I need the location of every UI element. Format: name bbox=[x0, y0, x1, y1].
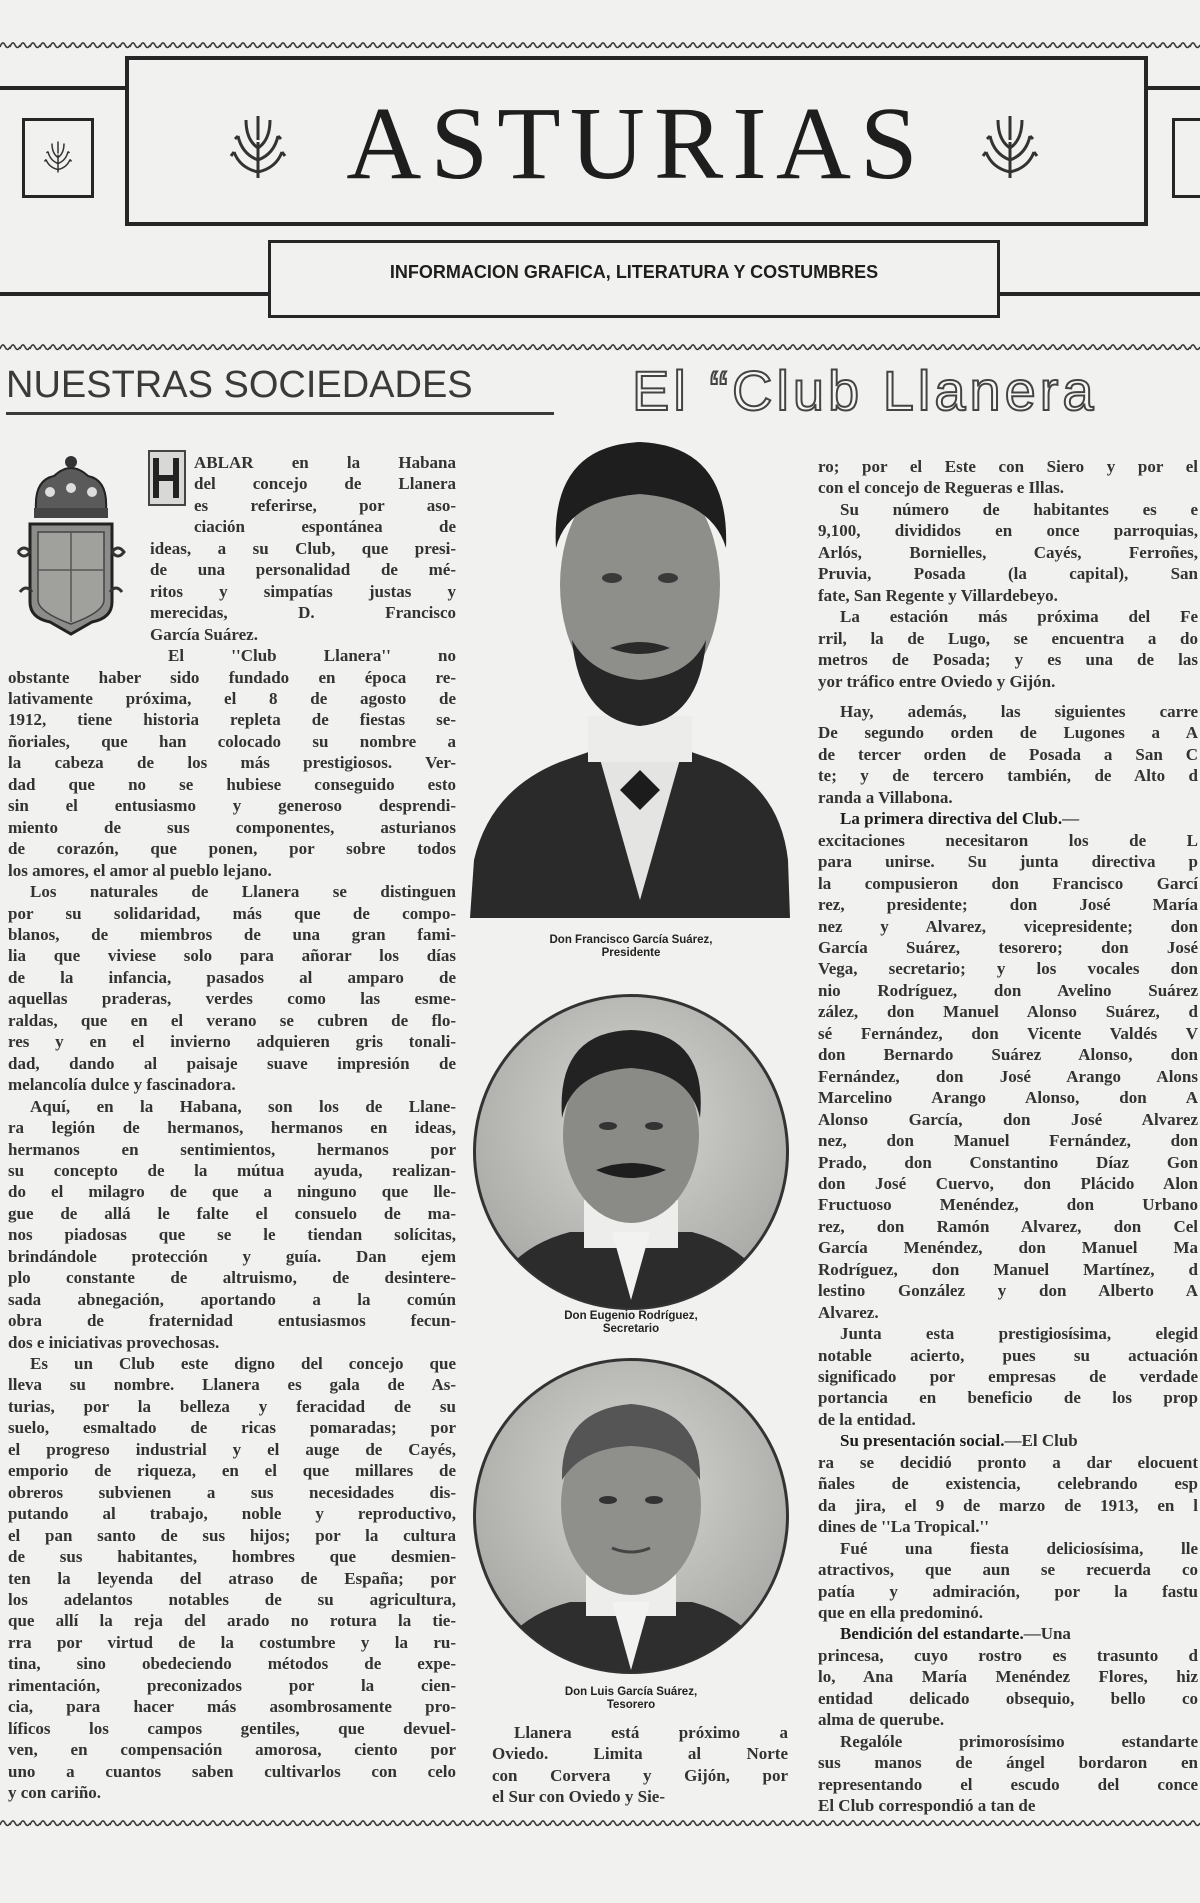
text-line bbox=[818, 1387, 1198, 1408]
line-text: García Menéndez, don Manuel Ma bbox=[818, 1238, 1198, 1258]
line-text: excitaciones necesitaron los de L bbox=[818, 830, 1198, 850]
line-text: dos e iniciativas provechosas. bbox=[8, 1332, 220, 1352]
section-label: NUESTRAS SOCIEDADES bbox=[6, 364, 473, 406]
text-line bbox=[492, 1743, 788, 1764]
text-line bbox=[818, 1666, 1198, 1687]
text-line bbox=[818, 830, 1198, 851]
line-text: lia que viviese solo para añorar los días bbox=[8, 946, 456, 966]
text-line bbox=[818, 1109, 1198, 1130]
text-line bbox=[818, 1774, 1198, 1795]
text-line bbox=[818, 744, 1198, 765]
text-line bbox=[818, 1623, 1198, 1644]
text-line bbox=[818, 1430, 1198, 1451]
text-line bbox=[818, 1237, 1198, 1258]
paragraph-lead: La primera directiva del Club. bbox=[840, 809, 1063, 829]
text-line bbox=[818, 1731, 1198, 1752]
line-text: de la infancia, pasados al amparo de bbox=[8, 967, 456, 987]
portrait-caption-president bbox=[471, 934, 791, 960]
text-line bbox=[818, 1345, 1198, 1366]
line-text: por su solidaridad, más que de compo- bbox=[8, 903, 456, 923]
text-line bbox=[492, 1722, 788, 1743]
line-text: dines de ''La Tropical.'' bbox=[818, 1517, 989, 1537]
text-line bbox=[818, 722, 1198, 743]
text-line bbox=[818, 456, 1198, 477]
text-line bbox=[818, 980, 1198, 1001]
paragraph-lead: Bendición del estandarte. bbox=[840, 1624, 1024, 1644]
paragraph bbox=[818, 1323, 1198, 1430]
line-text: con el concejo de Regueras e Illas. bbox=[818, 478, 1064, 498]
line-text: rril, la de Lugo, se encuentra a do bbox=[818, 628, 1198, 648]
text-line bbox=[818, 1516, 1198, 1537]
line-text: Regalóle primorosísimo estandarte bbox=[840, 1731, 1198, 1751]
text-line bbox=[818, 1044, 1198, 1065]
line-text: de corazón, que ponen, por sobre todos bbox=[8, 839, 456, 859]
text-line bbox=[818, 671, 1198, 692]
line-text: Aquí, en la Habana, son los de Llane- bbox=[30, 1096, 456, 1116]
line-text: La estación más próxima del Fe bbox=[840, 607, 1198, 627]
line-text: de la entidad. bbox=[818, 1409, 916, 1429]
text-line bbox=[818, 1795, 1198, 1816]
line-text: el pan santo de sus hijos; por la cultura bbox=[8, 1525, 456, 1545]
line-text: Pruvia, Posada (la capital), San bbox=[818, 564, 1198, 584]
line-text: Es un Club este digno del concejo que bbox=[30, 1354, 456, 1374]
line-text: que allí la reja del arado no rotura la tie- bbox=[8, 1611, 456, 1631]
line-text: merecidas, D. Francisco bbox=[150, 603, 456, 623]
line-text: Alvarez. bbox=[818, 1302, 879, 1322]
text-line bbox=[818, 1538, 1198, 1559]
line-text: ro; por el Este con Siero y por el bbox=[818, 457, 1198, 476]
line-text: sus manos de ángel bordaron en bbox=[818, 1753, 1198, 1773]
line-text: ciación espontánea de bbox=[194, 517, 456, 537]
caption-role: Secretario bbox=[602, 1323, 660, 1335]
line-text: Marcelino Arango Alonso, don A bbox=[818, 1088, 1198, 1108]
text-line bbox=[818, 1302, 1198, 1323]
line-text: turias, por la belleza y feracidad de su bbox=[8, 1396, 456, 1416]
line-text: ra legión de hermanos, hermanos en ideas, bbox=[8, 1118, 456, 1138]
line-text: ABLAR en la Habana bbox=[194, 453, 456, 472]
line-text: ven, en compensación amorosa, ciento por bbox=[8, 1740, 456, 1760]
text-line bbox=[818, 1409, 1198, 1430]
line-text: ñoriales, que han colocado su nombre a bbox=[8, 731, 456, 751]
line-text: melancolía dulce y fascinadora. bbox=[8, 1075, 236, 1095]
line-text: sin el entusiasmo y generoso desprendi- bbox=[8, 796, 456, 816]
line-text: rimentación, preconizados por la cien- bbox=[8, 1675, 456, 1695]
line-text: yor tráfico entre Oviedo y Gijón. bbox=[818, 671, 1056, 691]
line-text: putando al trabajo, noble y reproductivo, bbox=[8, 1504, 456, 1524]
line-text: dad, dando al paisaje suave impresión de bbox=[8, 1053, 456, 1073]
line-text: 9,100, divididos en once parroquias, bbox=[818, 521, 1198, 541]
line-text: fate, San Regente y Villardebeyo. bbox=[818, 585, 1058, 605]
line-text: ten la leyenda del atraso de España; por bbox=[8, 1568, 456, 1588]
paragraph bbox=[818, 1430, 1198, 1537]
line-text: sada abnegación, aportando a la común bbox=[8, 1289, 456, 1309]
portrait-caption-secretary bbox=[471, 1310, 791, 1336]
text-line bbox=[492, 1765, 788, 1786]
text-line bbox=[818, 1688, 1198, 1709]
line-text: nio Rodríguez, don Avelino Suárez bbox=[818, 980, 1198, 1000]
text-line bbox=[818, 606, 1198, 627]
paragraph bbox=[818, 1623, 1198, 1730]
masthead-subtitle: INFORMACION GRAFICA, LITERATURA Y COSTUMBRES bbox=[389, 262, 879, 282]
text-line bbox=[818, 937, 1198, 958]
text-line bbox=[818, 1752, 1198, 1773]
text-line bbox=[818, 499, 1198, 520]
line-text: la compusieron don Francisco Garcí bbox=[818, 873, 1198, 893]
paragraph bbox=[818, 701, 1198, 808]
line-text: obstante haber sido fundado en época re- bbox=[8, 667, 456, 687]
line-text: Prado, don Constantino Díaz Gon bbox=[818, 1152, 1198, 1172]
line-text: Rodríguez, don Manuel Martínez, d bbox=[818, 1259, 1198, 1279]
paragraph-lead: Su presentación social. bbox=[840, 1431, 1005, 1451]
line-text: Fernández, don José Arango Alons bbox=[818, 1066, 1198, 1086]
caption-role: Tesorero bbox=[606, 1699, 656, 1711]
text-line bbox=[818, 649, 1198, 670]
text-line bbox=[818, 1066, 1198, 1087]
line-text: representando el escudo del conce bbox=[818, 1774, 1198, 1794]
line-text: el progreso industrial y el auge de Cayés, bbox=[8, 1439, 456, 1459]
text-line bbox=[818, 701, 1198, 722]
text-line bbox=[818, 585, 1198, 606]
line-text: cia, para hacer más asombrosamente pro- bbox=[8, 1697, 456, 1717]
line-text: El Club correspondió a tan de bbox=[818, 1796, 1036, 1816]
line-text: lo, Ana María Menéndez Flores, hiz bbox=[818, 1667, 1198, 1687]
text-line bbox=[818, 1259, 1198, 1280]
line-text: para unirse. Su junta directiva p bbox=[818, 852, 1198, 872]
line-text: ra se decidió pronto a dar elocuent bbox=[818, 1452, 1198, 1472]
line-text: uno a cuantos saben cultivarlos con celo bbox=[8, 1761, 456, 1781]
line-text: Llanera está próximo a bbox=[514, 1723, 788, 1742]
line-text: ideas, a su Club, que presi- bbox=[150, 538, 456, 558]
line-text: metros de Posada; y es una de las bbox=[818, 650, 1198, 670]
text-line bbox=[818, 1581, 1198, 1602]
line-text: Hay, además, las siguientes carre bbox=[840, 701, 1198, 721]
line-text: del concejo de Llanera bbox=[194, 474, 456, 494]
line-text: De segundo orden de Lugones a A bbox=[818, 723, 1198, 743]
text-line bbox=[818, 1001, 1198, 1022]
line-text: Los naturales de Llanera se distinguen bbox=[30, 882, 456, 902]
text-line bbox=[818, 958, 1198, 979]
line-text: ritos y simpatías justas y bbox=[150, 581, 456, 601]
line-text: con Corvera y Gijón, por bbox=[492, 1765, 788, 1785]
text-line bbox=[818, 1023, 1198, 1044]
text-line bbox=[818, 1473, 1198, 1494]
line-text: García Suárez. bbox=[150, 624, 258, 644]
text-line bbox=[818, 628, 1198, 649]
middle-column-text bbox=[492, 1722, 788, 1808]
line-text: don José Cuervo, don Plácido Alon bbox=[818, 1173, 1198, 1193]
line-text: rra por virtud de la costumbre y la ru- bbox=[8, 1632, 456, 1652]
line-text: gue de allá le falte el consuelo de ma- bbox=[8, 1203, 456, 1223]
text-line bbox=[818, 1709, 1198, 1730]
line-text: miento de sus componentes, asturianos bbox=[8, 817, 456, 837]
paragraph bbox=[818, 456, 1198, 499]
caption-name: Don Luis García Suárez, bbox=[564, 1686, 698, 1698]
line-text: atractivos, que aun se recuerda co bbox=[818, 1560, 1198, 1580]
text-line bbox=[818, 765, 1198, 786]
text-line bbox=[818, 477, 1198, 498]
text-line bbox=[818, 1130, 1198, 1151]
line-text: da jira, el 9 de marzo de 1913, en l bbox=[818, 1495, 1198, 1515]
line-text: lestino González y don Alberto A bbox=[818, 1281, 1198, 1301]
right-column-text bbox=[818, 456, 1198, 1817]
line-text: García Suárez, tesorero; don José bbox=[818, 937, 1198, 957]
line-text: patía y admiración, por la fastu bbox=[818, 1581, 1198, 1601]
text-line bbox=[818, 873, 1198, 894]
line-text: Vega, secretario; y los vocales don bbox=[818, 959, 1198, 979]
text-line bbox=[818, 1366, 1198, 1387]
line-text: Fué una fiesta deliciosísima, lle bbox=[840, 1538, 1198, 1558]
line-text: 1912, tiene historia repleta de fiestas se- bbox=[8, 710, 456, 730]
text-line bbox=[818, 563, 1198, 584]
line-text: rez, don Ramón Alvarez, don Cel bbox=[818, 1216, 1198, 1236]
line-text: lativamente próxima, el 8 de agosto de bbox=[8, 688, 456, 708]
line-text: zález, don Manuel Alonso Suárez, d bbox=[818, 1002, 1198, 1022]
masthead-title: ASTURIAS bbox=[346, 86, 927, 201]
line-text: blanos, de miembros de una gran fami- bbox=[8, 924, 456, 944]
line-text: el Sur con Oviedo y Sie- bbox=[492, 1787, 665, 1807]
line-text: de sus habitantes, hombres que desmien- bbox=[8, 1547, 456, 1567]
line-text: res y en el invierno adquieren gris tonali- bbox=[8, 1032, 456, 1052]
line-text: — bbox=[1062, 809, 1080, 829]
line-text: es referirse, por aso- bbox=[194, 495, 456, 515]
line-text: Alonso García, don José Alvarez bbox=[818, 1109, 1198, 1129]
bottom-wavy-rule bbox=[0, 1816, 1200, 1830]
text-line bbox=[818, 851, 1198, 872]
line-text: Fructuoso Menéndez, don Urbano bbox=[818, 1195, 1198, 1215]
caption-name: Don Eugenio Rodríguez, bbox=[564, 1310, 698, 1322]
text-line bbox=[818, 542, 1198, 563]
text-line bbox=[818, 916, 1198, 937]
paragraph bbox=[818, 1731, 1198, 1817]
line-text: obra de fraternidad entusiasmos fecun- bbox=[8, 1311, 456, 1331]
line-text: nez, don Manuel Fernández, don bbox=[818, 1131, 1198, 1151]
line-text: rez, presidente; don José María bbox=[818, 895, 1198, 915]
line-text: líficos los campos gentiles, que devuel- bbox=[8, 1718, 456, 1738]
line-text: Oviedo. Limita al Norte bbox=[492, 1744, 788, 1764]
line-text: alma de querube. bbox=[818, 1710, 945, 1730]
line-text: Arlós, Bornielles, Cayés, Ferroñes, bbox=[818, 542, 1198, 562]
line-text: suelo, esmaltado de ricas pomaradas; por bbox=[8, 1418, 456, 1438]
text-line bbox=[818, 1194, 1198, 1215]
line-text: nos piadosas que se le tiendan solícitas, bbox=[8, 1225, 456, 1245]
text-line bbox=[492, 1786, 788, 1807]
line-text: dad que no se hubiese conseguido esto bbox=[8, 774, 456, 794]
text-line bbox=[818, 1602, 1198, 1623]
article-title: El “Club Llanera bbox=[632, 359, 1098, 422]
line-text: entidad delicado obsequio, bello co bbox=[818, 1688, 1198, 1708]
line-text: don Bernardo Suárez Alonso, don bbox=[818, 1045, 1198, 1065]
line-text: plo constante de altruismo, de desintere- bbox=[8, 1268, 456, 1288]
text-line bbox=[818, 1087, 1198, 1108]
line-text: que en ella predominó. bbox=[818, 1603, 983, 1623]
line-text: y con cariño. bbox=[8, 1783, 102, 1803]
portrait-photo-secretary bbox=[473, 994, 789, 1320]
line-text: Junta esta prestigiosísima, elegid bbox=[840, 1324, 1198, 1344]
line-text: —El Club bbox=[1004, 1431, 1078, 1451]
text-line bbox=[818, 1559, 1198, 1580]
line-text: emporio de riqueza, en el que millares de bbox=[8, 1461, 456, 1481]
line-text: los adelantos notables de su agricultura, bbox=[8, 1590, 456, 1610]
line-text: de tercer orden de Posada a San C bbox=[818, 744, 1198, 764]
line-text: de una personalidad de mé- bbox=[150, 560, 456, 580]
line-text: lleva su nombre. Llanera es gala de As- bbox=[8, 1375, 456, 1395]
text-line bbox=[818, 1452, 1198, 1473]
paragraph bbox=[818, 1538, 1198, 1624]
line-text: brindándole protección y guía. Dan ejem bbox=[8, 1246, 456, 1266]
paragraph bbox=[818, 606, 1198, 692]
paragraph bbox=[818, 808, 1198, 1323]
line-text: ñales de existencia, celebrando esp bbox=[818, 1474, 1198, 1494]
line-text: do el milagro de que a ninguno que lle- bbox=[8, 1182, 456, 1202]
text-line bbox=[818, 1323, 1198, 1344]
portrait-caption-treasurer bbox=[471, 1686, 791, 1712]
line-text: su concepto de la mútua ayuda, realizan- bbox=[8, 1160, 456, 1180]
line-text: obreros subvienen a sus necesidades dis- bbox=[8, 1482, 456, 1502]
line-text: los amores, el amor al pueblo lejano. bbox=[8, 860, 272, 880]
text-line bbox=[818, 808, 1198, 829]
line-text: portancia en beneficio de los prop bbox=[818, 1388, 1198, 1408]
line-text: sé Fernández, don Vicente Valdés V bbox=[818, 1023, 1198, 1043]
caption-role: Presidente bbox=[601, 947, 661, 959]
portrait-photo-treasurer bbox=[473, 1358, 789, 1690]
paragraph bbox=[492, 1722, 788, 1808]
line-text: randa a Villabona. bbox=[818, 787, 953, 807]
text-line bbox=[818, 1645, 1198, 1666]
text-line bbox=[818, 1173, 1198, 1194]
line-text: significado por empresas de verdade bbox=[818, 1367, 1198, 1387]
line-text: Su número de habitantes es e bbox=[840, 499, 1198, 519]
text-line bbox=[818, 787, 1198, 808]
text-line bbox=[818, 894, 1198, 915]
line-text: raldas, que en el verano se cubren de flo- bbox=[8, 1010, 456, 1030]
line-text: la cabeza de los más prestigiosos. Ver- bbox=[8, 753, 456, 773]
text-line bbox=[818, 520, 1198, 541]
text-line bbox=[818, 1280, 1198, 1301]
line-text: tina, sino obedeciendo métodos de expe- bbox=[8, 1654, 456, 1674]
text-line bbox=[818, 1152, 1198, 1173]
line-text: nez y Alvarez, vicepresidente; don bbox=[818, 916, 1198, 936]
line-text: —Una bbox=[1023, 1624, 1071, 1644]
portrait-photo-president bbox=[470, 442, 790, 918]
text-line bbox=[818, 1216, 1198, 1237]
line-text: hermanos en sentimientos, hermanos por bbox=[8, 1139, 456, 1159]
line-text: aquellas praderas, verdes como las esme- bbox=[8, 989, 456, 1009]
line-text: princesa, cuyo rostro es trasunto d bbox=[818, 1645, 1198, 1665]
paragraph bbox=[818, 499, 1198, 606]
line-text: El ''Club Llanera'' no bbox=[168, 646, 456, 666]
caption-name: Don Francisco García Suárez, bbox=[549, 934, 713, 946]
line-text: notable acierto, pues su actuación bbox=[818, 1345, 1198, 1365]
line-text: te; y de tercero también, de Alto d bbox=[818, 766, 1198, 786]
text-line bbox=[818, 1495, 1198, 1516]
